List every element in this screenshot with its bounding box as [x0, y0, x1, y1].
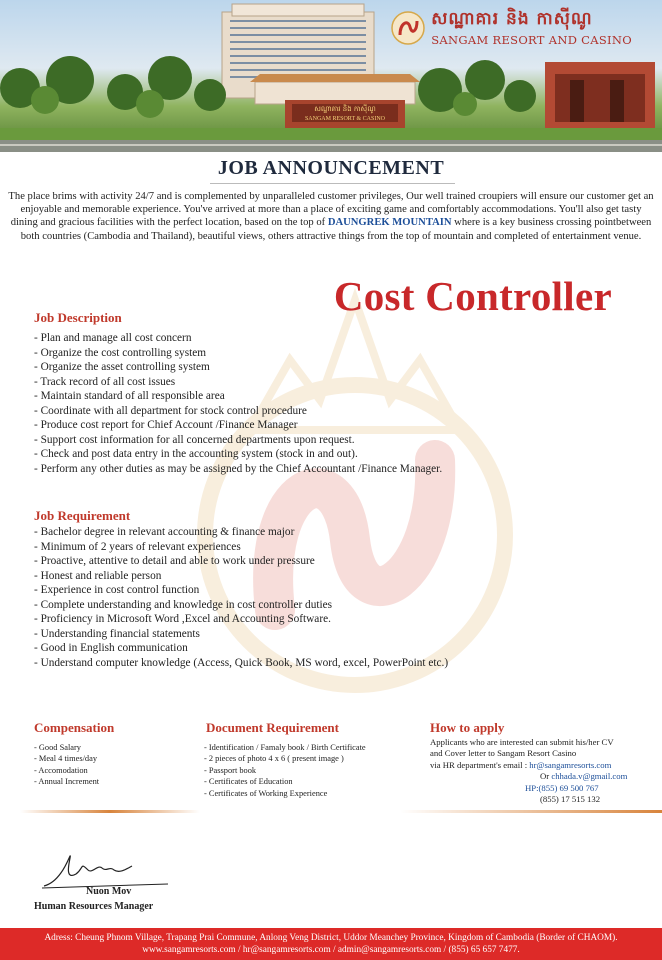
job-requirement-list — [34, 525, 448, 670]
job-requirement-heading: Job Requirement — [34, 508, 131, 523]
list-item: - Bachelor degree in relevant accounting & finance major — [34, 526, 295, 538]
how-to-apply-heading: How to apply — [430, 720, 505, 735]
list-item: - Track record of all cost issues — [34, 375, 176, 388]
or-label: Or — [540, 771, 552, 782]
compensation-heading: Compensation — [34, 720, 115, 735]
apply-line-1: Applicants who are interested can submit his/her CV — [430, 737, 614, 747]
signatory-title: Human Resources Manager — [34, 901, 154, 912]
list-item: - Coordinate with all department for stock control procedure — [34, 404, 307, 417]
compensation-list — [34, 742, 99, 788]
signatory-name: Nuon Mov — [86, 886, 132, 897]
gate-sign-text: SANGAM RESORT & CASINO — [304, 116, 386, 122]
list-item: - Honest and reliable person — [34, 569, 162, 582]
alt-email-link[interactable]: chhada.v@gmail.com — [551, 771, 628, 782]
list-item: - Minimum of 2 years of relevant experiences — [34, 540, 241, 553]
footer-address: Adress: Cheung Phnom Village, Trapang Prai Commune, Anlong Veng District, Uddor Meanchey Province, Kingdom of Cambodia (Border of CHAOM). — [44, 933, 618, 943]
hr-email-link[interactable]: hr@sangamresorts.com — [529, 759, 612, 770]
list-item: - Organize the asset controlling system — [34, 361, 210, 373]
list-item: - Produce cost report for Chief Account /Finance Manager — [34, 419, 298, 431]
list-item: - Certificates of Education — [204, 777, 293, 787]
document-requirement-heading: Document Requirement — [206, 720, 339, 735]
apply-line-2: and Cover letter to Sangam Resort Casino — [430, 748, 577, 759]
sangam-logo-icon — [391, 11, 425, 45]
list-item: - Maintain standard of all responsible area — [34, 390, 225, 402]
list-item: - Plan and manage all cost concern — [34, 332, 192, 344]
list-item: - Support cost information for all concerned departments upon request. — [34, 433, 355, 446]
list-item: - Proficiency in Microsoft Word ,Excel and Accounting Software. — [34, 613, 331, 625]
brand-khmer: សណ្ឋាគារ និង កាស៊ីណូ — [431, 9, 593, 29]
footer-contacts: www.sangamresorts.com / hr@sangamresorts.com / admin@sangamresorts.com / (855) 65 657 7477. — [142, 945, 520, 956]
hero-photo — [0, 0, 662, 152]
intro-text-1: The place brims with activity 24/7 and is complemented by unparalleled customer privileges, Our well trained croupiers will ensure our customer get an enjoyable and memorable experience. You've arrived at more than a place of exciting game and comfortably accommodations. You'll also get tasty dining and gracious facilities with the perfect location, based on the top of — [8, 191, 654, 229]
job-description-heading: Job Description — [34, 310, 122, 325]
list-item: - Check and post data entry in the accounting system (stock in and out). — [34, 448, 358, 460]
list-item: - Understanding financial statements — [34, 627, 200, 640]
list-item: - Perform any other duties as may be assigned by the Chief Accountant /Finance Manager. — [34, 462, 443, 475]
list-item: - Meal 4 times/day — [34, 754, 98, 764]
list-item: - Experience in cost control function — [34, 584, 200, 596]
list-item: - Proactive, attentive to detail and able to work under pressure — [34, 555, 315, 567]
list-item: - Organize the cost controlling system — [34, 346, 207, 359]
brand-block — [391, 8, 632, 47]
phone-1: HP:(855) 69 500 767 — [525, 782, 599, 793]
list-item: - Accomodation — [34, 765, 88, 775]
list-item: - 2 pieces of photo 4 x 6 ( present image ) — [204, 754, 344, 764]
phone-2: (855) 17 515 132 — [540, 794, 601, 805]
intro-text-2: where is a key business crossing pointbetween both countries (Cambodia and Thailand), beautiful views, others attractive things from the top of mountain and completed of entertainment venue. — [20, 217, 652, 242]
list-item: - Passport book — [204, 765, 257, 775]
title-underline — [210, 183, 455, 184]
intro-highlight: DAUNGREK MOUNTAIN — [327, 217, 452, 229]
separator-line — [20, 810, 200, 813]
brand-name: SANGAM RESORT AND CASINO — [431, 33, 632, 47]
list-item: - Identification / Famaly book / Birth Certificate — [204, 743, 366, 752]
apply-line-3: via HR department's email : — [430, 759, 530, 770]
intro-paragraph — [6, 190, 656, 243]
gate-sign-khmer: សណ្ឋាគារ និង កាស៊ីណូ — [314, 105, 376, 113]
list-item: - Good in English communication — [34, 642, 188, 654]
document-requirement-list — [204, 742, 366, 799]
list-item: - Certificates of Working Experience — [204, 788, 328, 798]
position-title: Cost Controller — [333, 273, 612, 319]
footer-bar — [0, 928, 662, 960]
page-title: JOB ANNOUNCEMENT — [217, 157, 445, 179]
list-item: - Understand computer knowledge (Access, Quick Book, MS word, excel, PowerPoint etc.) — [34, 656, 449, 669]
how-to-apply-body — [430, 737, 640, 805]
separator-line — [400, 810, 662, 813]
list-item: - Good Salary — [34, 743, 81, 752]
list-item: - Complete understanding and knowledge in cost controller duties — [34, 598, 333, 611]
list-item: - Annual Increment — [34, 777, 100, 787]
job-description-list — [34, 331, 442, 476]
